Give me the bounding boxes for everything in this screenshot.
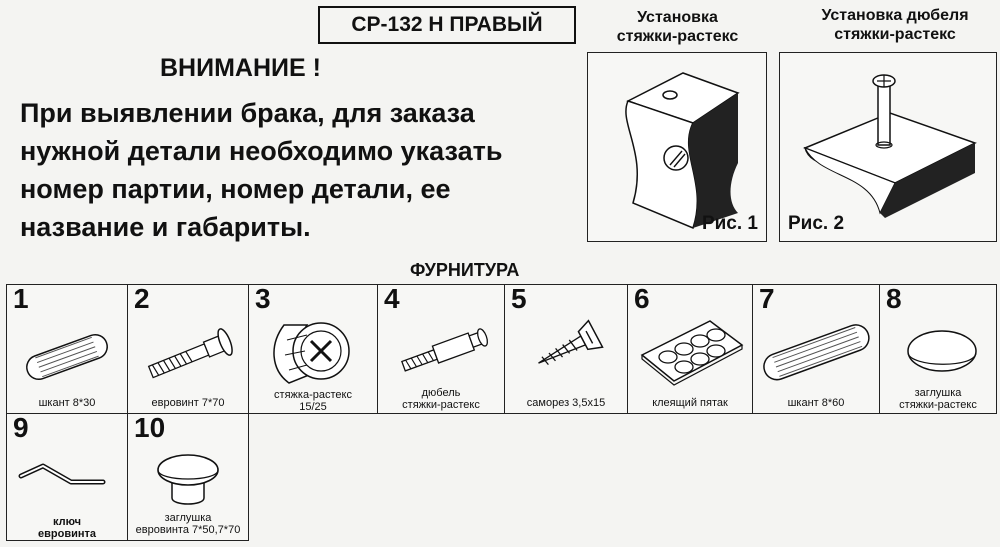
model-title: СР-132 Н ПРАВЫЙ — [318, 6, 576, 44]
figure-1-label: Рис. 1 — [701, 213, 758, 234]
part-caption-line: стяжка-растекс — [274, 389, 352, 401]
figure-2-drawing — [780, 53, 995, 240]
notice-line: номер партии, номер детали, ее — [20, 174, 451, 204]
part-caption-line: шкант 8*60 — [787, 397, 845, 409]
part-9 — [6, 413, 128, 541]
part-4 — [377, 284, 505, 414]
part-caption-line: клеящий пятак — [652, 397, 728, 409]
part-caption — [880, 387, 996, 411]
part-number: 3 — [255, 283, 271, 314]
part-number: 1 — [13, 283, 29, 314]
part-10 — [127, 413, 249, 541]
part-8 — [879, 284, 997, 414]
part-caption — [753, 397, 879, 409]
part-caption-line: евровинта 7*50,7*70 — [135, 524, 241, 536]
part-3 — [248, 284, 378, 414]
part-caption-line: заглушка — [914, 387, 962, 399]
figure-2-title — [790, 6, 1000, 44]
part-caption-line: шкант 8*30 — [38, 397, 96, 409]
figure-2-title-line: Установка дюбеля — [821, 7, 969, 24]
part-5 — [504, 284, 628, 414]
part-number: 5 — [511, 283, 527, 314]
figure-1-title — [590, 8, 765, 46]
part-caption-line: 15/25 — [299, 401, 327, 413]
figure-1-drawing — [588, 53, 765, 240]
notice-line: название и габариты. — [20, 212, 311, 242]
part-6 — [627, 284, 753, 414]
part-caption-line: стяжки-растекс — [899, 399, 977, 411]
figure-1-title-line: Установка — [637, 9, 718, 26]
part-caption-line: заглушка — [164, 512, 212, 524]
part-7 — [752, 284, 880, 414]
part-caption — [378, 387, 504, 411]
part-caption-line: ключ — [53, 516, 81, 528]
attention-heading: ВНИМАНИЕ ! — [160, 54, 321, 82]
figure-1-title-line: стяжки-растекс — [616, 28, 739, 45]
part-caption-line: стяжки-растекс — [402, 399, 480, 411]
part-number: 9 — [13, 412, 29, 443]
part-1 — [6, 284, 128, 414]
part-number: 8 — [886, 283, 902, 314]
part-caption-line: евровинт 7*70 — [151, 397, 225, 409]
part-caption-line: саморез 3,5х15 — [526, 397, 606, 409]
figure-1 — [587, 52, 767, 242]
figure-2-title-line: стяжки-растекс — [834, 26, 956, 43]
part-caption — [128, 512, 248, 536]
notice-line: нужной детали необходимо указать — [20, 136, 503, 166]
part-caption — [128, 397, 248, 409]
part-number: 6 — [634, 283, 650, 314]
part-caption — [7, 516, 127, 540]
fittings-heading: ФУРНИТУРА — [410, 260, 520, 280]
part-number: 10 — [134, 412, 166, 443]
part-2 — [127, 284, 249, 414]
figure-2 — [779, 52, 997, 242]
notice-line: При выявлении брака, для заказа — [20, 98, 475, 128]
part-number: 2 — [134, 283, 150, 314]
part-caption — [249, 389, 377, 413]
notice-text — [20, 94, 580, 246]
part-number: 7 — [759, 283, 775, 314]
part-caption-line: дюбель — [421, 387, 461, 399]
part-caption — [505, 397, 627, 409]
part-caption — [7, 397, 127, 409]
figure-2-label: Рис. 2 — [788, 213, 845, 234]
part-number: 4 — [384, 283, 400, 314]
part-caption-line: евровинта — [38, 528, 96, 540]
part-caption — [628, 397, 752, 409]
